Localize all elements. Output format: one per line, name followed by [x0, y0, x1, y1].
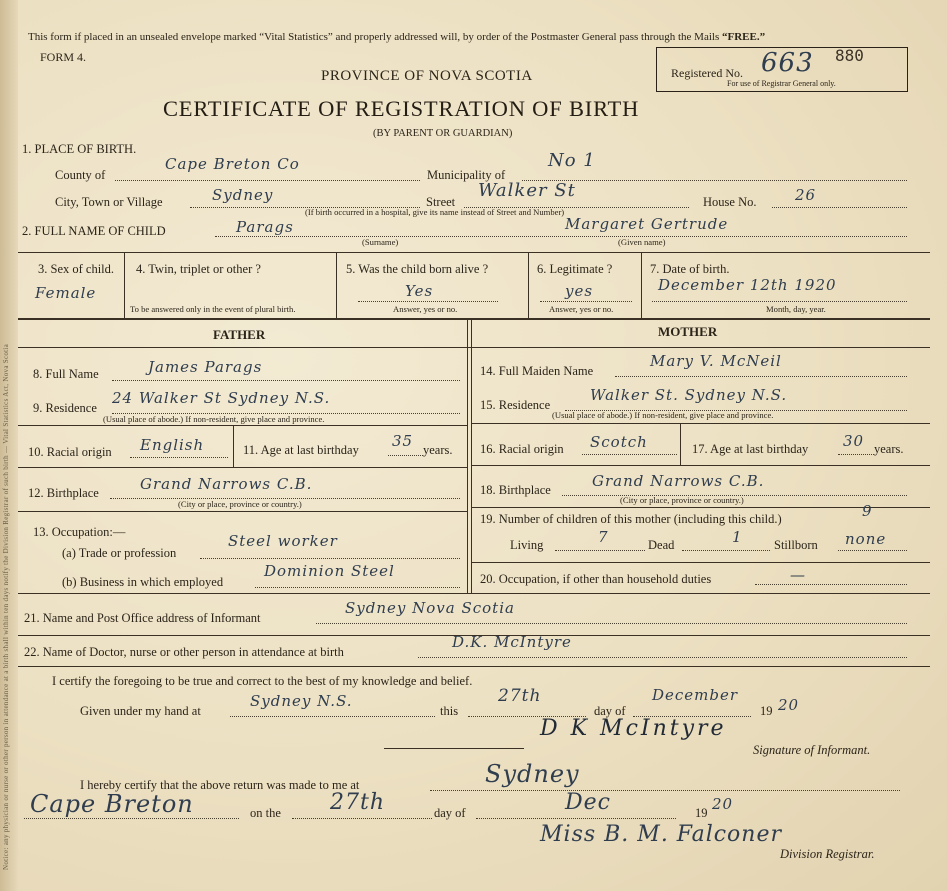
mother-racial-label: 16. Racial origin — [480, 442, 564, 456]
father-residence-note: (Usual place of abode.) If non-resident, give place and province. — [103, 414, 325, 424]
child-surname: Parags — [236, 218, 294, 236]
father-birthplace: Grand Narrows C.B. — [140, 475, 313, 493]
child-given-name: Margaret Gertrude — [565, 215, 729, 233]
mother-age: 30 — [843, 432, 865, 450]
date-note: Month, day, year. — [766, 304, 826, 314]
form-number: FORM 4. — [40, 50, 87, 64]
county-value: Cape Breton Co — [165, 155, 300, 173]
stillborn-label: Stillborn — [774, 538, 818, 552]
house-value: 26 — [795, 186, 817, 204]
certify-year: 20 — [778, 696, 800, 714]
registrar-signature: Miss B. M. Falconer — [540, 822, 782, 847]
house-label: House No. — [703, 195, 757, 209]
county-label: County of — [55, 168, 106, 182]
certify-year-prefix: 19 — [760, 704, 773, 718]
doctor-label: 22. Name of Doctor, nurse or other person in attendance at birth — [24, 645, 344, 659]
surname-caption: (Surname) — [362, 237, 399, 247]
living-label: Living — [510, 538, 544, 552]
registered-label: Registered No. — [671, 66, 743, 80]
mother-residence-note: (Usual place of abode.) If non-resident, give place and province. — [552, 410, 774, 420]
mother-occupation-label: 20. Occupation, if other than household duties — [480, 572, 712, 586]
margin-notice: Notice: any physician or nurse or other person in attendance at a birth shall within ten days notify the Division Registrar of such birth — Vital Statistics Act, Nova Scotia — [2, 343, 10, 870]
registrar-place: Sydney — [485, 760, 580, 788]
twin-note: To be answered only in the event of plural birth. — [130, 304, 296, 314]
father-trade-label: (a) Trade or profession — [62, 546, 177, 560]
on-the-label: on the — [250, 806, 281, 820]
father-racial: English — [140, 436, 205, 454]
mother-racial: Scotch — [590, 433, 648, 451]
mother-age-label: 17. Age at last birthday — [692, 442, 809, 456]
postal-notice: This form if placed in an unsealed envelope marked “Vital Statistics” and properly addressed will, by order of the Postmaster General pass through the Mails “FREE.” — [28, 31, 766, 43]
dead-value: 1 — [732, 528, 743, 546]
twin-label: 4. Twin, triplet or other ? — [136, 262, 261, 276]
municipality-label: Municipality of — [427, 168, 506, 182]
father-birthplace-label: 12. Birthplace — [28, 486, 99, 500]
child-name-label: 2. FULL NAME OF CHILD — [22, 224, 166, 238]
mother-occupation: — — [790, 566, 806, 584]
father-name-label: 8. Full Name — [33, 367, 99, 381]
certify-text: I certify the foregoing to be true and correct to the best of my knowledge and belief. — [52, 674, 473, 688]
certify-month: December — [652, 686, 739, 704]
municipality-value: No 1 — [548, 150, 596, 171]
mother-birthplace-label: 18. Birthplace — [480, 483, 551, 497]
given-place: Sydney N.S. — [250, 692, 353, 710]
father-occupation-label: 13. Occupation:— — [33, 525, 126, 539]
date-value: December 12th 1920 — [658, 276, 837, 294]
left-margin-strip — [0, 0, 18, 891]
alive-note: Answer, yes or no. — [393, 304, 458, 314]
mother-years: years. — [874, 442, 904, 456]
registrar-certify-label: I hereby certify that the above return was made to me at — [80, 778, 360, 792]
father-business: Dominion Steel — [264, 562, 395, 580]
registrar-county: Cape Breton — [30, 790, 194, 818]
mother-name-label: 14. Full Maiden Name — [480, 364, 594, 378]
certify-day: 27th — [498, 686, 542, 706]
date-label: 7. Date of birth. — [650, 262, 730, 276]
page-subtitle: (BY PARENT OR GUARDIAN) — [373, 128, 513, 139]
registrar-year: 20 — [712, 795, 734, 813]
stillborn-value: none — [845, 530, 887, 548]
father-name: James Parags — [148, 358, 263, 376]
informant-value: Sydney Nova Scotia — [345, 599, 515, 617]
this-label: this — [440, 704, 459, 718]
mother-residence: Walker St. Sydney N.S. — [590, 386, 788, 404]
place-of-birth-label: 1. PLACE OF BIRTH. — [22, 142, 137, 156]
registrar-year-prefix: 19 — [695, 806, 708, 820]
legitimate-value: yes — [565, 282, 594, 300]
father-years: years. — [423, 443, 453, 457]
mother-birthplace-note: (City or place, province or country.) — [620, 495, 744, 505]
alive-label: 5. Was the child born alive ? — [346, 262, 489, 276]
registered-stamp: 880 — [835, 46, 864, 65]
mother-children: 9 — [862, 502, 873, 520]
city-value: Sydney — [212, 186, 274, 204]
registrar-month: Dec — [565, 790, 611, 815]
province-title: PROVINCE OF NOVA SCOTIA — [321, 68, 533, 84]
sex-label: 3. Sex of child. — [38, 262, 115, 276]
father-racial-label: 10. Racial origin — [28, 445, 112, 459]
hospital-note: (If birth occurred in a hospital, give its name instead of Street and Number) — [305, 207, 565, 217]
page-title: CERTIFICATE OF REGISTRATION OF BIRTH — [163, 96, 640, 121]
registrar-day: 27th — [330, 790, 386, 815]
father-business-label: (b) Business in which employed — [62, 575, 224, 589]
sex-value: Female — [35, 284, 97, 302]
city-label: City, Town or Village — [55, 195, 163, 209]
day-of-label: day of — [594, 704, 626, 718]
registrar-day-of-label: day of — [434, 806, 466, 820]
given-name-caption: (Given name) — [618, 237, 666, 247]
mother-children-label: 19. Number of children of this mother (including this child.) — [480, 512, 782, 526]
father-residence: 24 Walker St Sydney N.S. — [112, 389, 331, 407]
father-residence-label: 9. Residence — [33, 401, 97, 415]
registrar-note: For use of Registrar General only. — [727, 79, 836, 88]
father-birthplace-note: (City or place, province or country.) — [178, 499, 302, 509]
living-value: 7 — [598, 528, 609, 546]
mother-name: Mary V. McNeil — [650, 352, 782, 370]
mother-residence-label: 15. Residence — [480, 398, 551, 412]
informant-signature: D K McIntyre — [540, 716, 727, 741]
father-trade: Steel worker — [228, 532, 338, 550]
given-under-label: Given under my hand at — [80, 704, 201, 718]
mother-header: MOTHER — [658, 324, 718, 339]
father-age-label: 11. Age at last birthday — [243, 443, 359, 457]
legitimate-note: Answer, yes or no. — [549, 304, 614, 314]
registrar-signature-caption: Division Registrar. — [780, 847, 875, 861]
registered-number: 663 — [761, 48, 814, 78]
doctor-value: D.K. McIntyre — [452, 633, 572, 651]
street-value: Walker St — [478, 180, 576, 201]
dead-label: Dead — [648, 538, 675, 552]
father-header: FATHER — [213, 327, 266, 342]
father-age: 35 — [392, 432, 414, 450]
legitimate-label: 6. Legitimate ? — [537, 262, 613, 276]
mother-birthplace: Grand Narrows C.B. — [592, 472, 765, 490]
informant-label: 21. Name and Post Office address of Informant — [24, 611, 261, 625]
registration-box — [656, 47, 908, 92]
alive-value: Yes — [405, 282, 434, 300]
informant-signature-caption: Signature of Informant. — [753, 743, 871, 757]
street-label: Street — [426, 195, 456, 209]
